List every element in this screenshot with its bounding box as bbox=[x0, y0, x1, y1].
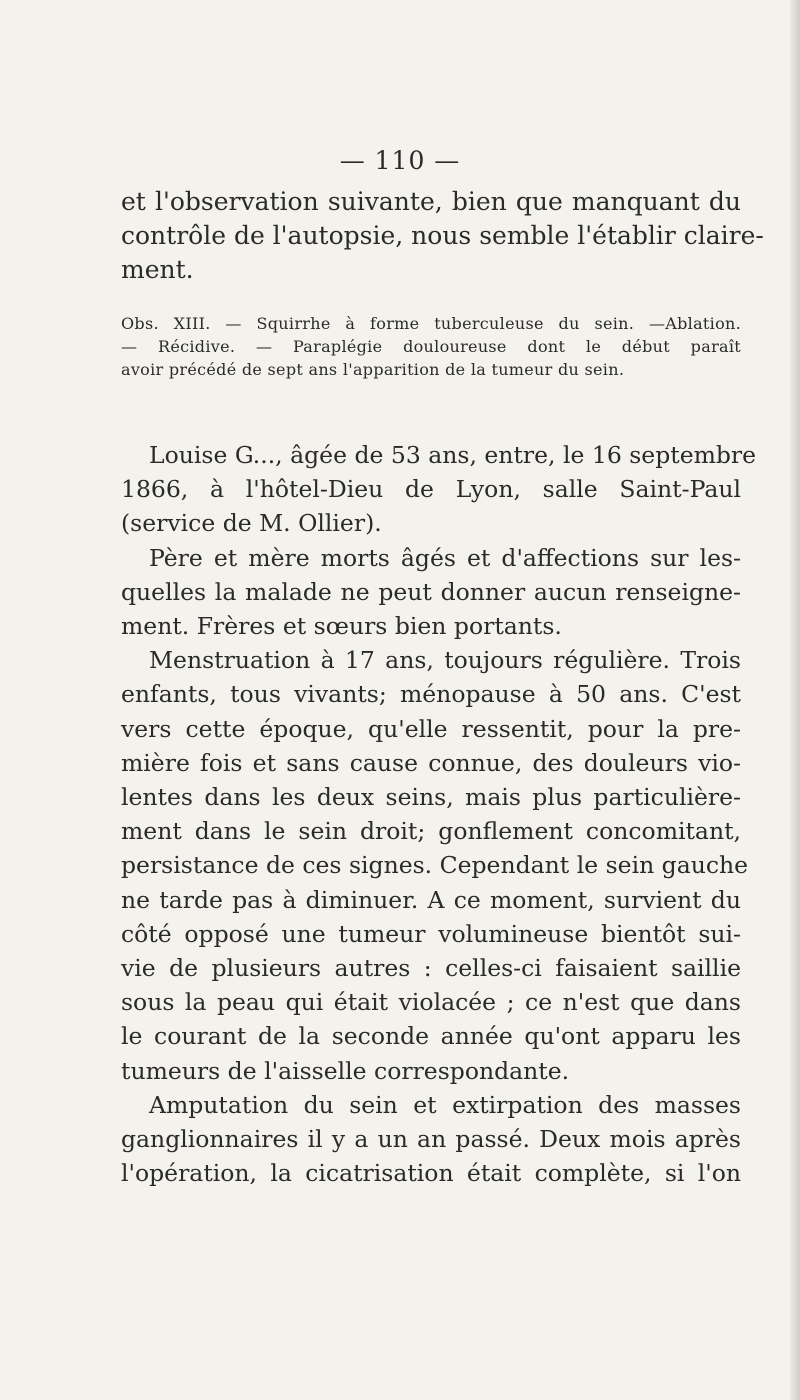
text-line: Père et mère morts âgés et d'affections sur les- bbox=[149, 543, 741, 572]
text-line: persistance de ces signes. Cependant le sein gauche bbox=[121, 851, 749, 880]
text-line: vers cette époque, qu'elle ressentit, pour la pre- bbox=[121, 714, 741, 743]
text-line: vie de plusieurs autres : celles-ci faisaient saillie bbox=[121, 954, 741, 983]
text-line: lentes dans les deux seins, mais plus particulière- bbox=[121, 783, 741, 812]
text-line: ment. bbox=[121, 255, 194, 284]
text-line: l'opération, la cicatrisation était complète, si l'on bbox=[121, 1159, 741, 1188]
intro-paragraph bbox=[121, 185, 764, 287]
text-line: contrôle de l'autopsie, nous semble l'établir claire- bbox=[121, 221, 764, 250]
text-line: et l'observation suivante, bien que manquant du bbox=[121, 187, 741, 216]
text-line: avoir précédé de sept ans l'apparition de la tumeur du sein. bbox=[121, 360, 625, 379]
text-line: Obs. XIII. — Squirrhe à forme tuberculeuse du sein. —Ablation. bbox=[121, 314, 741, 333]
text-line: — Récidive. — Paraplégie douloureuse dont le début paraît bbox=[121, 337, 741, 356]
text-line: mière fois et sans cause connue, des douleurs vio- bbox=[121, 748, 741, 777]
page-edge-shadow bbox=[790, 0, 800, 1400]
text-line: côté opposé une tumeur volumineuse bientôt sui- bbox=[121, 919, 741, 948]
text-line: ne tarde pas à diminuer. A ce moment, survient du bbox=[121, 885, 741, 914]
text-line: Menstruation à 17 ans, toujours régulière. Trois bbox=[149, 646, 741, 675]
text-line: ment dans le sein droit; gonflement concomitant, bbox=[121, 817, 741, 846]
text-line: le courant de la seconde année qu'ont apparu les bbox=[121, 1022, 741, 1051]
text-line: enfants, tous vivants; ménopause à 50 ans. C'est bbox=[121, 680, 741, 709]
text-line: Louise G..., âgée de 53 ans, entre, le 16 septembre bbox=[149, 441, 757, 469]
observation-heading bbox=[121, 312, 741, 381]
text-line: ganglionnaires il y a un an passé. Deux mois après bbox=[121, 1125, 741, 1154]
text-line: tumeurs de l'aisselle correspondante. bbox=[121, 1056, 570, 1085]
text-line: (service de M. Ollier). bbox=[121, 509, 382, 538]
case-body bbox=[121, 438, 757, 1190]
page-number-header: — 110 — bbox=[339, 146, 461, 175]
text-line: ment. Frères et sœurs bien portants. bbox=[121, 612, 562, 641]
text-line: quelles la malade ne peut donner aucun renseigne- bbox=[121, 577, 741, 606]
text-line: 1866, à l'hôtel-Dieu de Lyon, salle Saint-Paul bbox=[121, 475, 741, 504]
text-line: Amputation du sein et extirpation des masses bbox=[149, 1090, 741, 1119]
text-line: sous la peau qui était violacée ; ce n'est que dans bbox=[121, 988, 741, 1017]
